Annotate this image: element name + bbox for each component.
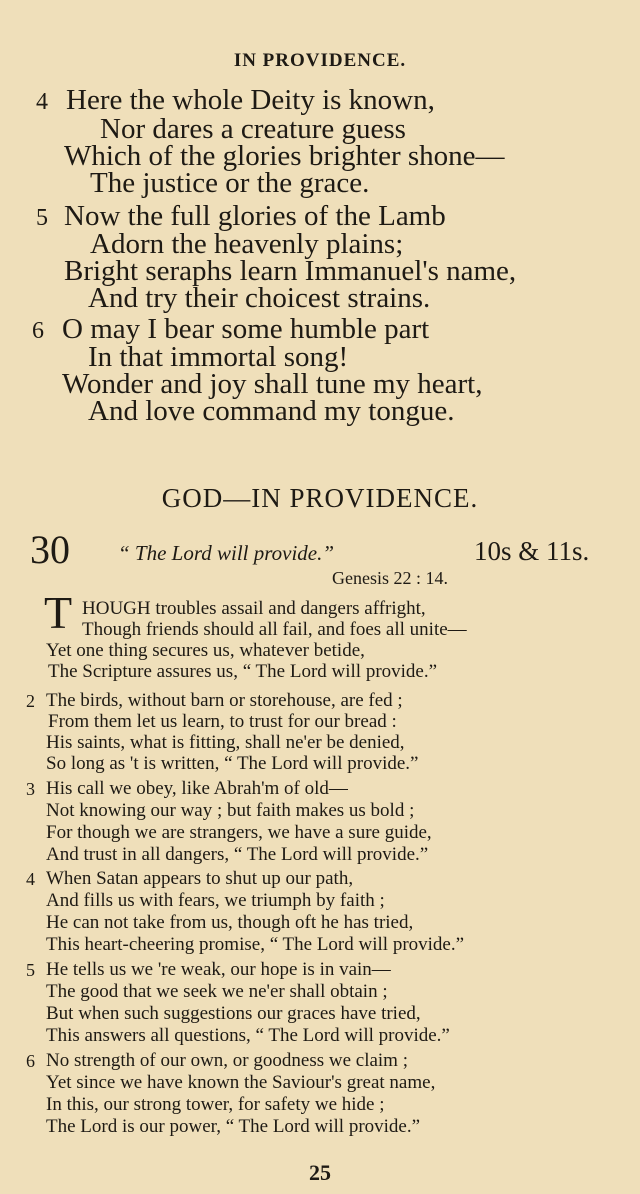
verse-line: The birds, without barn or storehouse, are fed ; <box>46 690 403 711</box>
verse-line: This answers all questions, “ The Lord will provide.” <box>46 1025 450 1046</box>
stanza-number: 5 <box>36 205 48 231</box>
page-number: 25 <box>309 1160 331 1185</box>
verse-line: He tells us we 're weak, our hope is in vain— <box>46 959 391 980</box>
hymn-motto: “ The Lord will provide.” <box>118 541 335 565</box>
hymn-number: 30 <box>30 527 70 572</box>
verse-line: When Satan appears to shut up our path, <box>46 868 354 889</box>
stanza-number: 5 <box>26 960 35 980</box>
hymn-meter: 10s & 11s. <box>474 536 590 566</box>
drop-cap: T <box>44 587 73 638</box>
verse-line: Yet since we have known the Saviour's great name, <box>46 1072 436 1093</box>
verse-line: In this, our strong tower, for safety we hide ; <box>46 1094 385 1115</box>
verse-line: His call we obey, like Abrah'm of old— <box>46 778 348 799</box>
verse-line: Bright seraphs learn Immanuel's name, <box>64 255 517 287</box>
running-head: IN PROVIDENCE. <box>233 50 407 71</box>
verse-line: Though friends should all fail, and foes all unite— <box>82 619 467 640</box>
verse-line: Yet one thing secures us, whatever betide, <box>46 640 365 661</box>
verse-line: From them let us learn, to trust for our bread : <box>48 711 397 732</box>
stanza-number: 4 <box>26 869 35 889</box>
verse-line: Here the whole Deity is known, <box>66 84 435 116</box>
verse-line: Wonder and joy shall tune my heart, <box>62 368 483 400</box>
stanza-number: 4 <box>36 89 48 115</box>
verse-line: He can not take from us, though oft he has tried, <box>46 912 414 933</box>
verse-line: Adorn the heavenly plains; <box>90 228 404 260</box>
verse-line: His saints, what is fitting, shall ne'er be denied, <box>46 732 405 753</box>
verse-line: And love command my tongue. <box>88 395 455 427</box>
stanza-number: 2 <box>26 691 35 711</box>
verse-line: The good that we seek we ne'er shall obtain ; <box>46 981 388 1002</box>
verse-line: In that immortal song! <box>88 341 349 373</box>
verse-line: The Scripture assures us, “ The Lord will provide.” <box>48 661 438 682</box>
scripture-reference: Genesis 22 : 14. <box>332 568 448 588</box>
verse-line: This heart-cheering promise, “ The Lord will provide.” <box>46 934 465 955</box>
verse-line: No strength of our own, or goodness we claim ; <box>46 1050 408 1071</box>
stanza-number: 6 <box>26 1051 35 1071</box>
verse-line: So long as 't is written, “ The Lord will provide.” <box>46 753 419 774</box>
verse-line: But when such suggestions our graces have tried, <box>46 1003 421 1024</box>
verse-line: Which of the glories brighter shone— <box>64 140 505 172</box>
verse-line: And try their choicest strains. <box>88 282 431 314</box>
verse-line: And fills us with fears, we triumph by faith ; <box>46 890 385 911</box>
verse-line: Not knowing our way ; but faith makes us bold ; <box>46 800 415 821</box>
stanza-number: 3 <box>26 779 35 799</box>
verse-line: Now the full glories of the Lamb <box>64 200 446 232</box>
verse-line: For though we are strangers, we have a sure guide, <box>46 822 432 843</box>
verse-line: O may I bear some humble part <box>62 313 430 345</box>
stanza-number: 6 <box>32 318 44 344</box>
section-title: GOD—IN PROVIDENCE. <box>161 483 479 513</box>
verse-line: The Lord is our power, “ The Lord will provide.” <box>46 1116 421 1137</box>
verse-line: Nor dares a creature guess <box>100 113 406 145</box>
verse-line: The justice or the grace. <box>90 167 370 199</box>
verse-line: HOUGH troubles assail and dangers affright, <box>82 598 426 619</box>
verse-line: And trust in all dangers, “ The Lord will provide.” <box>46 844 429 865</box>
